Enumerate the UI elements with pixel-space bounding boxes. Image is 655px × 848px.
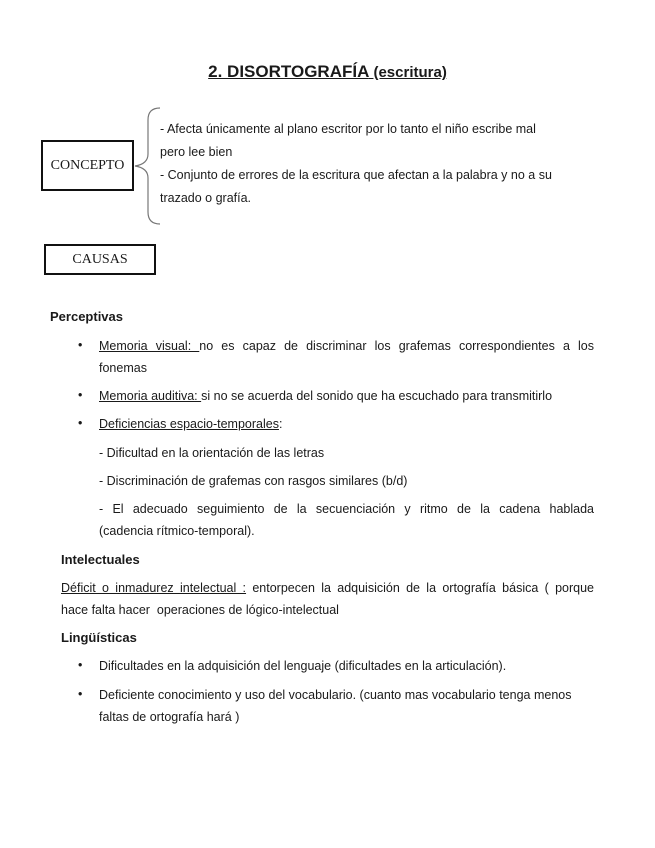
memoria-visual-text-a: no es capaz de discriminar los grafemas correspondientes a los bbox=[199, 339, 594, 353]
concepto-line-1b: pero lee bien bbox=[160, 145, 233, 159]
memoria-visual-line-1 bbox=[99, 335, 594, 357]
linguisticas-item-2b: faltas de ortografía hará ) bbox=[99, 710, 240, 724]
concepto-definition bbox=[160, 118, 580, 210]
linguisticas-item-2a: Deficiente conocimiento y uso del vocabulario. (cuanto mas vocabulario tenga menos bbox=[99, 688, 572, 702]
memoria-visual-term: Memoria visual: bbox=[99, 339, 200, 353]
deficiencias-term: Deficiencias espacio-temporales bbox=[99, 417, 279, 431]
memoria-auditiva-term: Memoria auditiva: bbox=[99, 389, 202, 403]
bullet-icon: • bbox=[78, 416, 83, 430]
page-title bbox=[0, 62, 655, 82]
deficiencias-sub-1: - Dificultad en la orientación de las letras bbox=[99, 446, 325, 460]
deficiencias-sub-3a: - El adecuado seguimiento de la secuenciación y ritmo de la cadena hablada bbox=[99, 502, 594, 516]
title-sub: (escritura) bbox=[373, 64, 447, 81]
intelectuales-text-a: entorpecen la adquisición de la ortografía básica ( porque bbox=[246, 581, 594, 595]
causas-label: CAUSAS bbox=[72, 251, 128, 267]
concepto-line-1a: - Afecta únicamente al plano escritor por lo tanto el niño escribe mal bbox=[160, 122, 536, 136]
intelectuales-line-2: hace falta hacer operaciones de lógico-intelectual bbox=[61, 603, 339, 617]
concepto-label: CONCEPTO bbox=[50, 157, 125, 173]
memoria-visual-line-2: fonemas bbox=[99, 361, 147, 375]
intelectuales-term: Déficit o inmadurez intelectual : bbox=[61, 581, 247, 595]
bullet-icon: • bbox=[78, 658, 83, 672]
bullet-icon: • bbox=[78, 388, 83, 402]
concepto-box bbox=[41, 140, 134, 191]
curly-brace-icon bbox=[132, 106, 162, 226]
bullet-icon: • bbox=[78, 338, 83, 352]
title-main: 2. DISORTOGRAFÍA bbox=[208, 62, 369, 81]
causas-box bbox=[44, 244, 156, 275]
deficiencias-colon: : bbox=[278, 417, 283, 431]
intelectuales-heading: Intelectuales bbox=[61, 552, 140, 567]
deficiencias-sub-2: - Discriminación de grafemas con rasgos similares (b/d) bbox=[99, 474, 408, 488]
intelectuales-line-1 bbox=[61, 577, 594, 599]
concepto-line-2b: trazado o grafía. bbox=[160, 191, 252, 205]
perceptivas-heading: Perceptivas bbox=[50, 309, 123, 324]
memoria-auditiva-line bbox=[99, 385, 594, 407]
deficiencias-line bbox=[99, 413, 594, 435]
memoria-auditiva-text: si no se acuerda del sonido que ha escuchado para transmitirlo bbox=[201, 389, 553, 403]
linguisticas-item-1: Dificultades en la adquisición del lenguaje (dificultades en la articulación). bbox=[99, 659, 507, 673]
concepto-line-2a: - Conjunto de errores de la escritura que afectan a la palabra y no a su bbox=[160, 168, 552, 182]
linguisticas-heading: Lingüísticas bbox=[61, 630, 137, 645]
deficiencias-sub-3b: (cadencia rítmico-temporal). bbox=[99, 524, 255, 538]
bullet-icon: • bbox=[78, 687, 83, 701]
